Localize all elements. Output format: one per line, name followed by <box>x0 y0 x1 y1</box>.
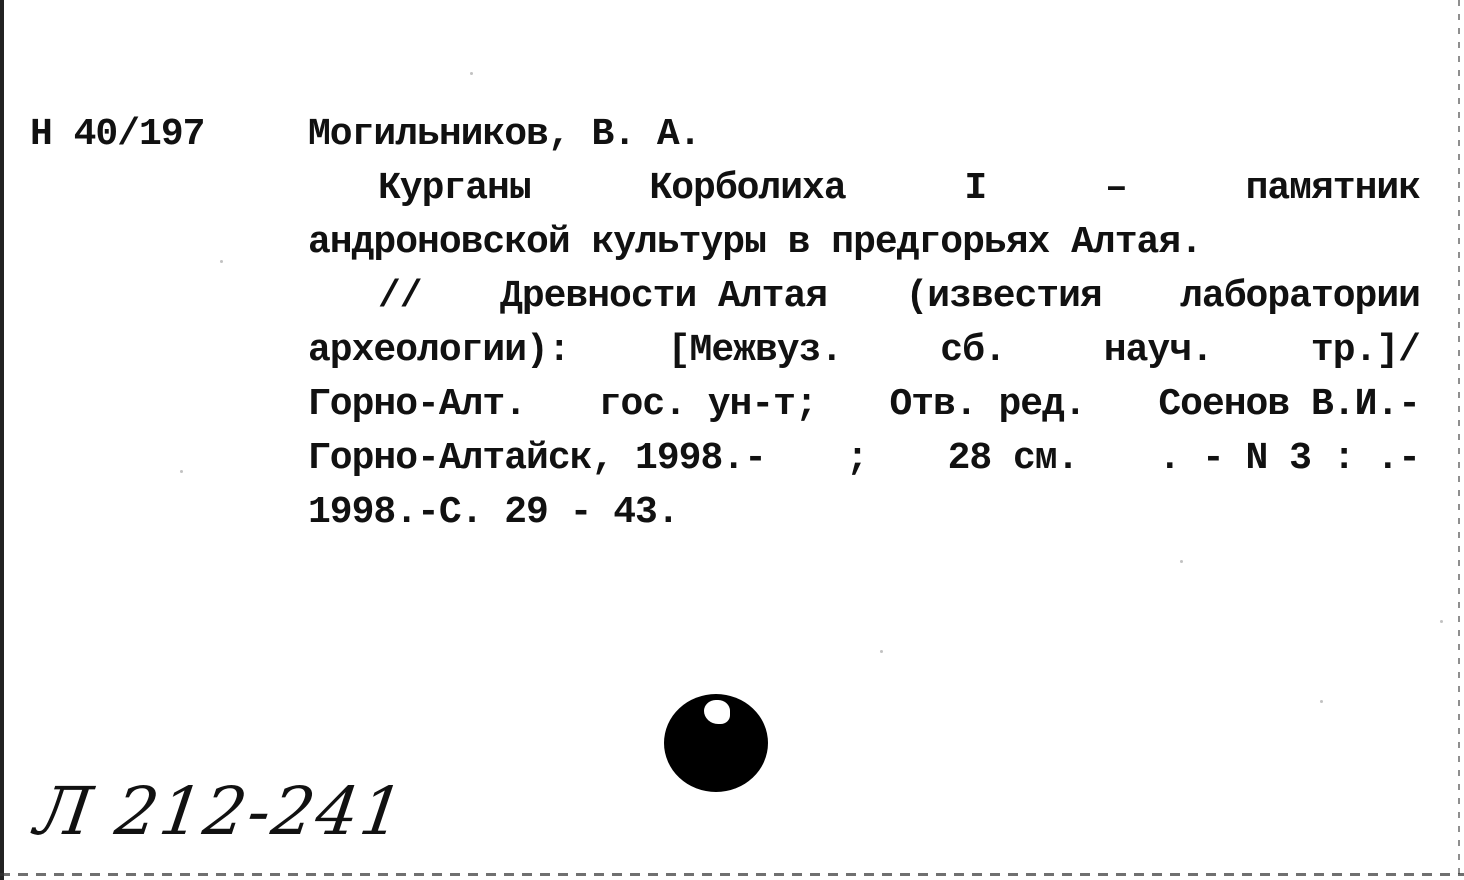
card-bottom-edge <box>0 873 1464 876</box>
source-segment: науч. <box>1103 329 1213 372</box>
title-word: Курганы <box>378 167 531 210</box>
title-word: – <box>1104 167 1127 210</box>
source-segment: Отв. ред. <box>889 383 1086 426</box>
source-segment: Горно-Алт. <box>308 383 527 426</box>
title-word: Корболиха <box>649 167 846 210</box>
source-segment: Древности Алтая <box>500 275 828 318</box>
source-line-5: 1998.-С. 29 - 43. <box>308 491 679 534</box>
source-segment: сб. <box>940 329 1006 372</box>
source-line-3 <box>308 378 1420 432</box>
author-line: Могильников, В. А. <box>308 113 701 156</box>
card-left-edge <box>0 0 4 880</box>
paper-speck <box>880 650 883 653</box>
source-line-2 <box>308 324 1420 378</box>
paper-speck <box>220 260 223 263</box>
source-segment: гос. ун-т; <box>598 383 817 426</box>
paper-speck <box>470 72 473 75</box>
title-line-1 <box>308 162 1420 216</box>
source-segment: Соенов В.И.- <box>1158 383 1420 426</box>
source-segment: ; <box>845 437 868 480</box>
paper-speck <box>1320 700 1323 703</box>
paper-speck <box>180 470 183 473</box>
paper-speck <box>1180 560 1183 563</box>
source-segment: тр.]/ <box>1310 329 1420 372</box>
source-segment: археологии): <box>308 329 570 372</box>
source-segment: Горно-Алтайск, 1998.- <box>308 437 766 480</box>
title-line-2: андроновской культуры в предгорьях Алтая. <box>308 221 1202 264</box>
paper-speck <box>1440 620 1443 623</box>
shelfmark: Н 40/197 <box>30 113 205 156</box>
source-line-4 <box>308 432 1420 486</box>
title-word: I <box>964 167 987 210</box>
bibliographic-entry <box>308 108 1420 540</box>
source-segment: // <box>378 275 422 318</box>
handwritten-call-number: Л 212-241 <box>30 773 410 850</box>
source-line-1 <box>308 270 1420 324</box>
card-right-edge <box>1458 0 1460 880</box>
source-segment: [Межвуз. <box>667 329 843 372</box>
source-segment: лаборатории <box>1180 275 1420 318</box>
title-word: памятник <box>1245 167 1420 210</box>
punch-hole <box>664 694 768 792</box>
source-segment: (известия <box>905 275 1102 318</box>
source-segment: 28 см. <box>947 437 1079 480</box>
source-segment: . - N 3 : .- <box>1158 437 1420 480</box>
